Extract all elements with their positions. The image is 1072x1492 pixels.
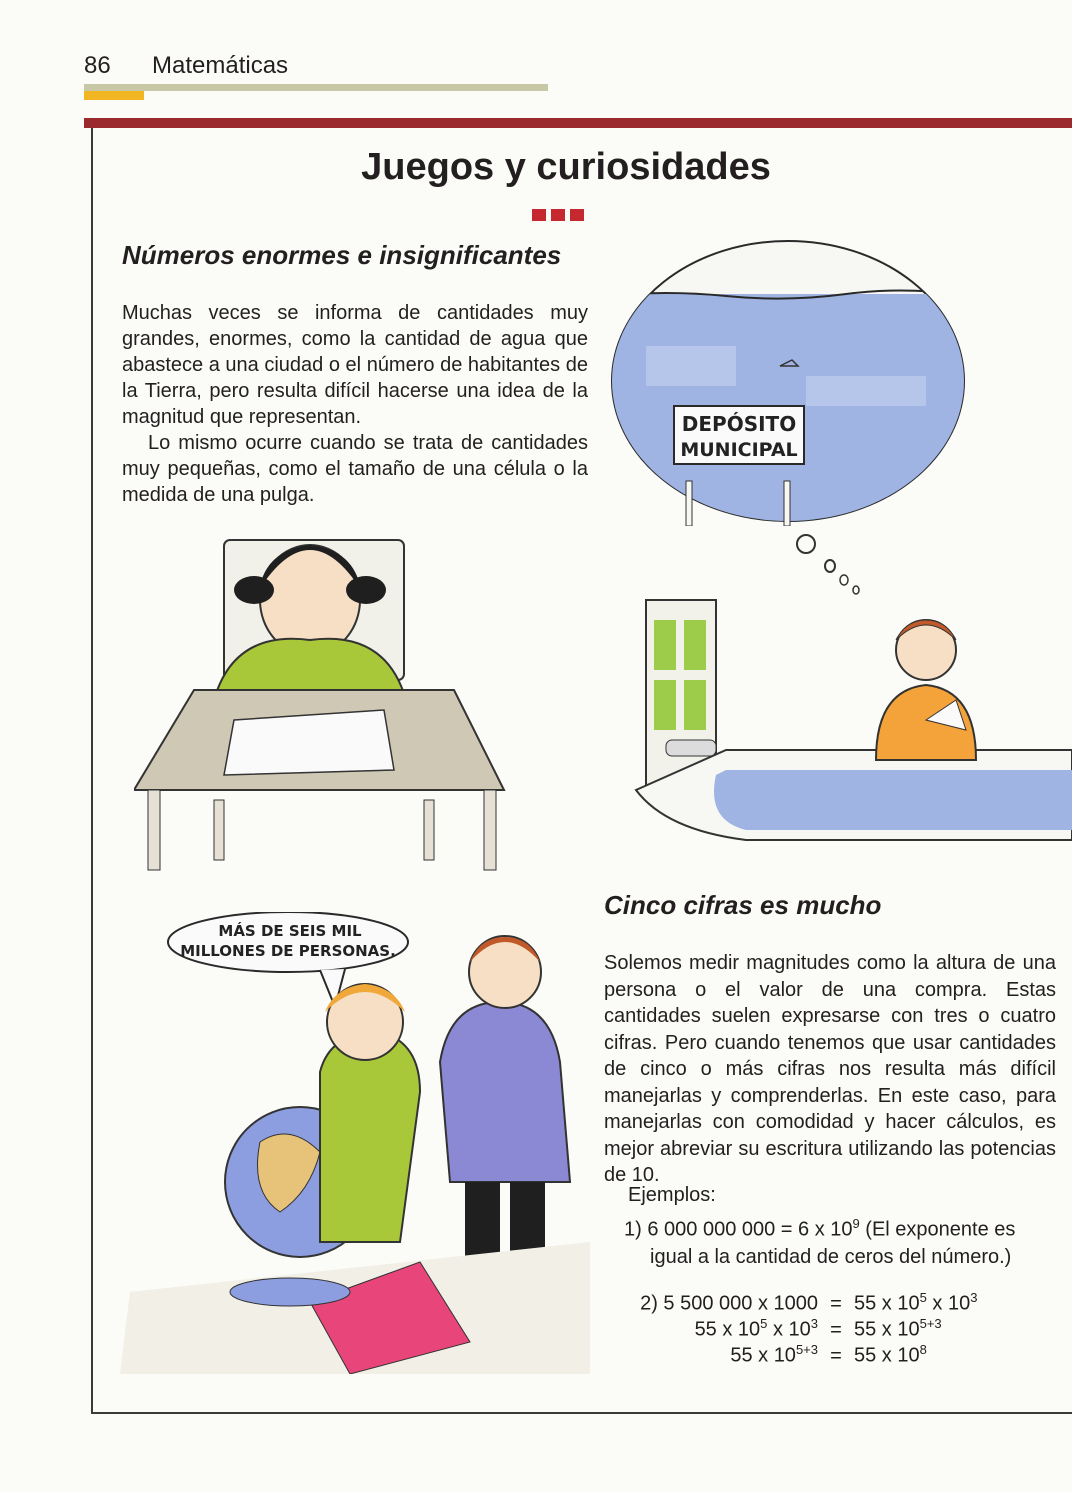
speech-line1: MÁS DE SEIS MIL (218, 922, 362, 940)
example1-note-a: (El exponente es (859, 1218, 1016, 1241)
page-number: 86 (84, 52, 111, 79)
frame-left-line (91, 128, 93, 1413)
page-title: Juegos y curiosidades (361, 146, 771, 188)
speech-line2: MILLONES DE PERSONAS. (180, 942, 396, 960)
frame-top-bar (84, 118, 1072, 128)
example2-line1: 2) 5 500 000 x 1000 = 55 x $10^5$ x $10^3$ (640, 1290, 978, 1315)
boy-bathtub-illustration (626, 590, 1072, 850)
example2-line3: 55 x $10^{5+3} = 55$ x $10^8$ (730, 1342, 927, 1367)
sign-line1: DEPÓSITO (681, 412, 797, 436)
sign-line2: MUNICIPAL (680, 439, 798, 461)
section1-paragraph1: Muchas veces se informa de cantidades muy grandes, enormes, como la cantidad de agua que abastece a una ciudad o el número de habitantes de la Tierra, pero resulta difícil hacerse una idea de la magnitud que representan. (122, 302, 588, 428)
frame-bottom-line (91, 1412, 1072, 1414)
section2-paragraph-text: Solemos medir magnitudes como la altura de una persona o el valor de una compra. Estas cantidades suelen expresarse con tres o cuatro cifras. Pero cuando tenemos que usar cantidades de cinco o más cifras nos resulta más difícil manejarlas y comprenderlas. En este caso, para manejarlas con comodidad y hacer cálculos, es mejor abreviar su escritura utilizando las potencias de 10. (604, 952, 1056, 1186)
subject-title: Matemáticas (152, 52, 289, 79)
title-decoration (532, 208, 589, 226)
water-tank-thought-illustration (606, 236, 970, 526)
example2-line2: 55 x $10^5$ x $10^3 = 55$ x $10^{5+3}$ (694, 1316, 942, 1341)
example1 (624, 1210, 1064, 1271)
examples-label: Ejemplos: (628, 1184, 716, 1206)
section1-paragraph2: Lo mismo ocurre cuando se trata de cantidades muy pequeñas, como el tamaño de una célula o la medida de una pulga. (122, 432, 588, 506)
header-rule (84, 84, 548, 91)
example1-exponent: 9 (852, 1216, 860, 1231)
section1-heading: Números enormes e insignificantes (122, 240, 562, 270)
example1-note-b: igual a la cantidad de ceros del número.) (650, 1245, 1012, 1268)
girl-desk-illustration (134, 520, 514, 890)
section2-paragraph (604, 950, 1056, 1189)
section2-heading: Cinco cifras es mucho (604, 890, 882, 920)
section1-text (122, 300, 588, 508)
boys-globe-illustration (120, 912, 590, 1374)
header-accent-bar (84, 91, 144, 100)
example1-expression: 1) 6 000 000 000 = 6 x 10 (624, 1218, 853, 1241)
